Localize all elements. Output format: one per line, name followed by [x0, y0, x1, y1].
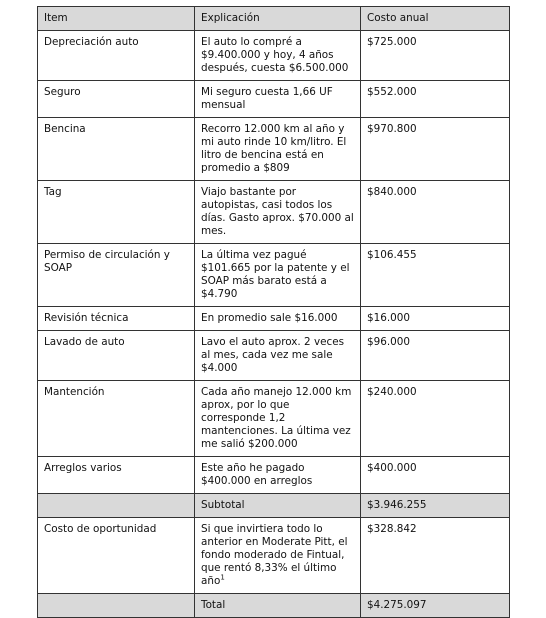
header-costo: Costo anual	[361, 7, 510, 31]
row-explicacion-cell: Cada año manejo 12.000 km aprox, por lo que corresponde 1,2 mantenciones. La última vez me salió $200.000	[195, 381, 361, 457]
row-explicacion-cell: Lavo el auto aprox. 2 veces al mes, cada vez me sale $4.000	[195, 331, 361, 381]
table-row	[38, 307, 510, 331]
total-empty-cell	[38, 594, 195, 618]
row-item-cell: Permiso de circulación y SOAP	[38, 244, 195, 307]
row-item-cell: Tag	[38, 181, 195, 244]
row-explicacion-cell: Este año he pagado $400.000 en arreglos	[195, 457, 361, 494]
footnote-mark: 1	[220, 573, 225, 582]
subtotal-row	[38, 494, 510, 518]
row-costo-cell: $16.000	[361, 307, 510, 331]
row-explicacion-cell: La última vez pagué $101.665 por la patente y el SOAP más barato está a $4.790	[195, 244, 361, 307]
table-row	[38, 181, 510, 244]
subtotal-label: Subtotal	[195, 494, 361, 518]
total-label: Total	[195, 594, 361, 618]
table-row	[38, 118, 510, 181]
oportunidad-text: Si que invirtiera todo lo anterior en Moderate Pitt, el fondo moderado de Fintual, que rentó 8,33% el último año	[201, 523, 348, 587]
row-explicacion-cell: Mi seguro cuesta 1,66 UF mensual	[195, 81, 361, 118]
table-row	[38, 381, 510, 457]
row-item-cell: Revisión técnica	[38, 307, 195, 331]
oportunidad-costo: $328.842	[361, 518, 510, 594]
oportunidad-item: Costo de oportunidad	[38, 518, 195, 594]
row-explicacion-cell: En promedio sale $16.000	[195, 307, 361, 331]
row-costo-cell: $725.000	[361, 31, 510, 81]
row-explicacion-cell: Recorro 12.000 km al año y mi auto rinde 10 km/litro. El litro de bencina está en promedio a $809	[195, 118, 361, 181]
row-explicacion-cell: Viajo bastante por autopistas, casi todos los días. Gasto aprox. $70.000 al mes.	[195, 181, 361, 244]
row-item-cell: Depreciación auto	[38, 31, 195, 81]
row-item-cell: Lavado de auto	[38, 331, 195, 381]
row-costo-cell: $840.000	[361, 181, 510, 244]
header-row	[38, 7, 510, 31]
row-item-cell: Seguro	[38, 81, 195, 118]
oportunidad-row	[38, 518, 510, 594]
total-row	[38, 594, 510, 618]
row-costo-cell: $970.800	[361, 118, 510, 181]
row-costo-cell: $400.000	[361, 457, 510, 494]
row-item-cell: Arreglos varios	[38, 457, 195, 494]
table-row	[38, 31, 510, 81]
row-explicacion-cell: El auto lo compré a $9.400.000 y hoy, 4 años después, cuesta $6.500.000	[195, 31, 361, 81]
oportunidad-explicacion	[195, 518, 361, 594]
header-item: Item	[38, 7, 195, 31]
total-value: $4.275.097	[361, 594, 510, 618]
table-row	[38, 244, 510, 307]
subtotal-value: $3.946.255	[361, 494, 510, 518]
row-costo-cell: $240.000	[361, 381, 510, 457]
row-costo-cell: $96.000	[361, 331, 510, 381]
row-costo-cell: $106.455	[361, 244, 510, 307]
header-explicacion: Explicación	[195, 7, 361, 31]
table-row	[38, 331, 510, 381]
table-row	[38, 457, 510, 494]
cost-table	[37, 6, 510, 618]
row-costo-cell: $552.000	[361, 81, 510, 118]
row-item-cell: Mantención	[38, 381, 195, 457]
subtotal-empty-cell	[38, 494, 195, 518]
row-item-cell: Bencina	[38, 118, 195, 181]
table-row	[38, 81, 510, 118]
